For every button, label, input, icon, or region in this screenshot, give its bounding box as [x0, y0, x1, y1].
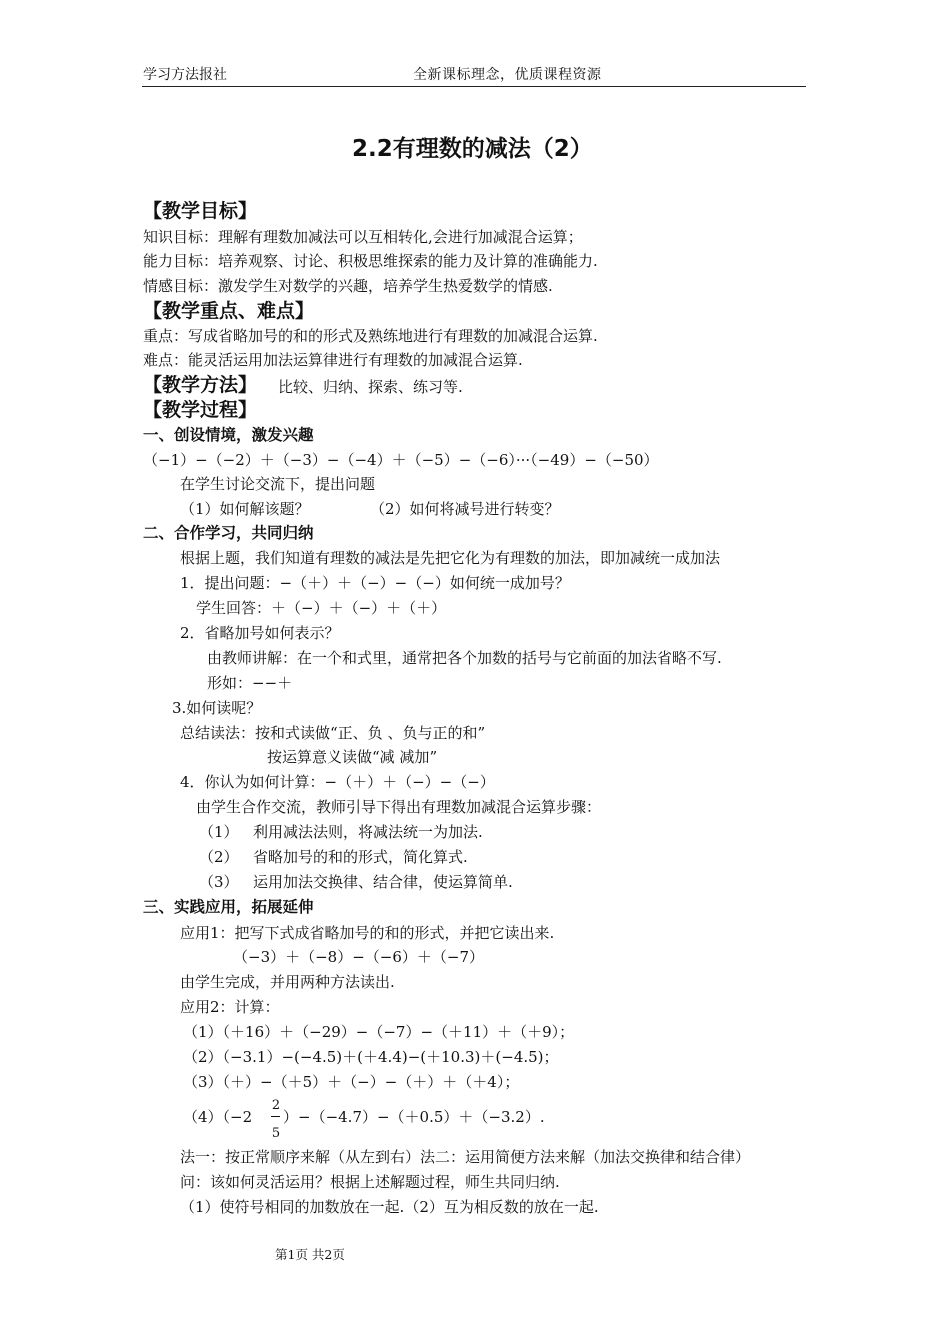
calc-line-4-suffix: ）−（−4.7）−（＋0.5）＋（−3.2）.	[283, 1108, 545, 1126]
part1-question-1: （1）如何解该题？	[180, 500, 310, 518]
part3-app1: 应用1：把写下式成省略加号的和的形式，并把它读出来.	[180, 924, 555, 942]
header-center: 全新课标理念，优质课程资源	[413, 67, 602, 83]
part2-item3-read2: 按运算意义读做“减 减加”	[267, 748, 438, 766]
goals-heading: 【教学目标】	[143, 200, 258, 222]
part3-app1-note: 由学生完成，并用两种方法读出.	[180, 973, 395, 991]
header-left: 学习方法报社	[143, 67, 227, 83]
part1-question-2: （2）如何将减号进行转变？	[370, 500, 560, 518]
keypoint-key: 重点：写成省略加号的和的形式及熟练地进行有理数的加减混合运算.	[143, 327, 598, 345]
goal-knowledge: 知识目标：理解有理数加减法可以互相转化,会进行加减混合运算；	[143, 228, 583, 246]
page-footer: 第1页 共2页	[275, 1247, 345, 1262]
step-number: （3）	[199, 873, 239, 891]
part2-heading: 二、合作学习，共同归纳	[143, 524, 314, 542]
part2-item3-read1: 总结读法：按和式读做“正、负 、负与正的和”	[180, 724, 486, 742]
goal-ability: 能力目标：培养观察、讨论、积极思维探索的能力及计算的准确能力.	[143, 252, 598, 270]
keypoint-difficult: 难点：能灵活运用加法运算律进行有理数的加减混合运算.	[143, 351, 523, 369]
part3-question: 问：该如何灵活运用？根据上述解题过程，师生共同归纳.	[180, 1173, 560, 1191]
part2-item3: 3.如何读呢？	[172, 699, 262, 717]
step-number: （1）	[199, 823, 239, 841]
page-title: 2.2有理数的减法（2）	[352, 136, 593, 162]
calc-line-1: （1）（＋16）＋（−29）−（−7）−（＋11）＋（＋9）；	[183, 1023, 575, 1041]
keypoints-heading: 【教学重点、难点】	[143, 300, 315, 322]
part3-summary: （1）使符号相同的加数放在一起.（2）互为相反数的放在一起.	[180, 1198, 599, 1216]
step-text: 运用加法交换律、结合律，使运算简单.	[253, 873, 513, 891]
calc-line-2: （2）（−3.1）−(−4.5)＋(＋4.4)−(＋10.3)＋(−4.5)；	[183, 1048, 559, 1066]
goal-emotion: 情感目标：激发学生对数学的兴趣，培养学生热爱数学的情感.	[143, 277, 553, 295]
fraction-bar	[271, 1116, 280, 1117]
part2-item1-answer: 学生回答：＋（−）＋（−）＋（＋）	[196, 599, 447, 617]
fraction-denominator: 5	[271, 1126, 281, 1141]
part3-method-line: 法一：按正常顺序来解（从左到右）法二：运用简便方法来解（加法交换律和结合律）	[180, 1148, 751, 1166]
part2-item4: 4．你认为如何计算：−（＋）＋（−）−（−）	[180, 773, 495, 791]
part3-app1-expression: （−3）＋（−8）−（−6）＋（−7）	[233, 948, 485, 966]
calc-line-3: （3）（＋）−（＋5）＋（−）−（＋）＋（＋4）；	[183, 1073, 520, 1091]
fraction-numerator: 2	[271, 1098, 281, 1113]
method-text: 比较、归纳、探索、练习等.	[278, 378, 463, 396]
part2-item1: 1．提出问题：−（＋）＋（−）−（−）如何统一成加号？	[180, 574, 570, 592]
step-text: 利用减法法则，将减法统一为加法.	[253, 823, 483, 841]
part2-item2-explain: 由教师讲解：在一个和式里，通常把各个加数的括号与它前面的加法省略不写.	[207, 649, 722, 667]
part1-expression: （−1）−（−2）＋（−3）−（−4）＋（−5）−（−6）···（−49）−（−50）	[143, 451, 659, 469]
part2-intro: 根据上题，我们知道有理数的减法是先把它化为有理数的加法，即加减统一成加法	[180, 549, 721, 567]
method-heading: 【教学方法】	[143, 374, 258, 396]
part3-app2: 应用2：计算：	[180, 998, 280, 1016]
part3-heading: 三、实践应用，拓展延伸	[143, 898, 314, 916]
step-text: 省略加号的和的形式，简化算式.	[253, 848, 468, 866]
part2-item4-intro: 由学生合作交流，教师引导下得出有理数加减混合运算步骤：	[196, 798, 602, 816]
step-number: （2）	[199, 848, 239, 866]
part2-item2-form: 形如：−−＋	[207, 674, 293, 692]
process-heading: 【教学过程】	[143, 399, 258, 421]
part2-item2: 2．省略加号如何表示？	[180, 624, 340, 642]
calc-line-4-prefix: （4）（−2	[183, 1108, 253, 1126]
part1-heading: 一、创设情境，激发兴趣	[143, 426, 314, 444]
part1-line1: 在学生讨论交流下，提出问题	[180, 475, 376, 493]
header-rule	[142, 86, 806, 87]
